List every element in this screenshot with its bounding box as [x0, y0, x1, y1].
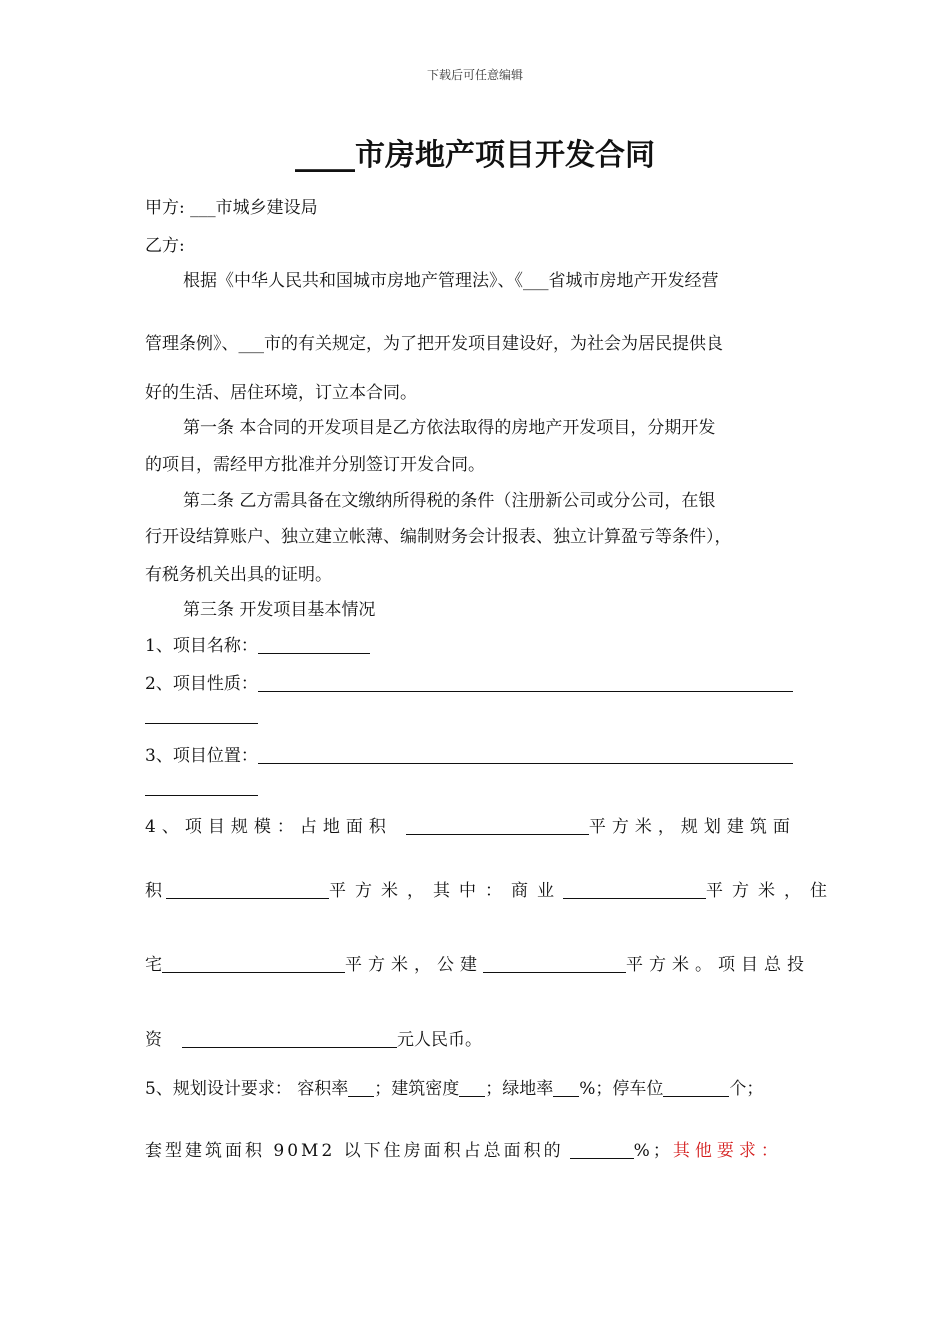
item-2-continuation [145, 706, 258, 726]
article-1-line-1: 第一条 本合同的开发项目是乙方依法取得的房地产开发项目，分期开发 [183, 418, 716, 438]
item-5-text-e: 个； [729, 1079, 764, 1099]
parking-spaces-blank [663, 1079, 729, 1097]
item-1 [145, 631, 370, 656]
project-location-blank-cont [145, 778, 258, 796]
item-2 [145, 669, 793, 694]
public-building-area-blank [483, 955, 626, 973]
article-2-line-1: 第二条 乙方需具备在文缴纳所得税的条件（注册新公司或分公司，在银 [183, 491, 716, 511]
intro-line-1: 根据《中华人民共和国城市房地产管理法》、《___省城市房地产开发经营 [183, 271, 719, 291]
item-5-text-g: %； [633, 1141, 673, 1161]
item-4-text-j: 元人民币。 [397, 1030, 482, 1050]
item-2-label: 2、项目性质： [145, 674, 258, 694]
item-4-line-4 [145, 1025, 482, 1050]
item-5-text-d: %；停车位 [579, 1079, 664, 1099]
project-nature-blank-cont [145, 706, 258, 724]
building-density-blank [459, 1079, 485, 1097]
project-name-blank [258, 636, 370, 654]
item-5-line-1 [145, 1074, 763, 1099]
project-nature-blank [258, 674, 793, 692]
item-1-label: 1、项目名称： [145, 636, 258, 656]
commercial-area-blank [563, 881, 706, 899]
item-4-text-i: 资 [145, 1030, 162, 1050]
residential-area-blank [162, 955, 345, 973]
item-4-line-3 [145, 950, 810, 975]
land-area-blank [406, 817, 589, 835]
project-location-blank [258, 746, 793, 764]
item-5-text-f: 套型建筑面积 90M2 以下住房面积占总面积的 [145, 1141, 564, 1161]
item-4-label: 4、项目规模：占地面积 [145, 817, 392, 837]
page-title: ____市房地产项目开发合同 [295, 138, 655, 173]
item-3-label: 3、项目位置： [145, 746, 258, 766]
item-5-text-c: ；绿地率 [485, 1079, 554, 1099]
article-2-line-3: 有税务机关出具的证明。 [145, 565, 332, 585]
item-5-label: 5、规划设计要求： 容积率 [145, 1079, 349, 1099]
other-requirements-label: 其他要求： [672, 1141, 783, 1161]
green-ratio-blank [553, 1079, 579, 1097]
item-4-unit-1: 平方米，规划建筑面 [588, 817, 796, 837]
item-4-text-f: 宅 [145, 955, 162, 975]
item-4-line-2 [145, 876, 836, 901]
article-3-heading: 第三条 开发项目基本情况 [183, 600, 376, 620]
plot-ratio-blank [348, 1079, 374, 1097]
article-1-line-2: 的项目，需经甲方批准并分别签订开发合同。 [145, 455, 485, 475]
item-5-text-b: ；建筑密度 [374, 1079, 460, 1099]
article-2-line-2: 行开设结算账户、独立建立帐薄、编制财务会计报表、独立计算盈亏等条件）， [145, 527, 732, 547]
item-4-text-e: 平方米，住 [706, 881, 836, 901]
item-3-continuation [145, 778, 258, 798]
small-units-ratio-blank [570, 1141, 634, 1159]
party-b: 乙方: [145, 236, 185, 256]
item-4-text-c: 积 [145, 881, 162, 901]
intro-line-2: 管理条例》、___市的有关规定，为了把开发项目建设好，为社会为居民提供良 [145, 334, 723, 354]
item-4-text-d: 平方米，其中：商业 [329, 881, 563, 901]
intro-line-3: 好的生活、居住环境，订立本合同。 [145, 383, 417, 403]
item-5-line-2 [145, 1136, 783, 1161]
planned-area-blank [166, 881, 329, 899]
item-3 [145, 741, 793, 766]
item-4-text-h: 平方米。项目总投 [626, 955, 810, 975]
item-4-line-1 [145, 812, 796, 837]
header-note: 下载后可任意编辑 [426, 68, 523, 82]
item-4-text-g: 平方米，公建 [345, 955, 483, 975]
total-investment-blank [182, 1030, 397, 1048]
party-a: 甲方: ___市城乡建设局 [145, 198, 318, 218]
